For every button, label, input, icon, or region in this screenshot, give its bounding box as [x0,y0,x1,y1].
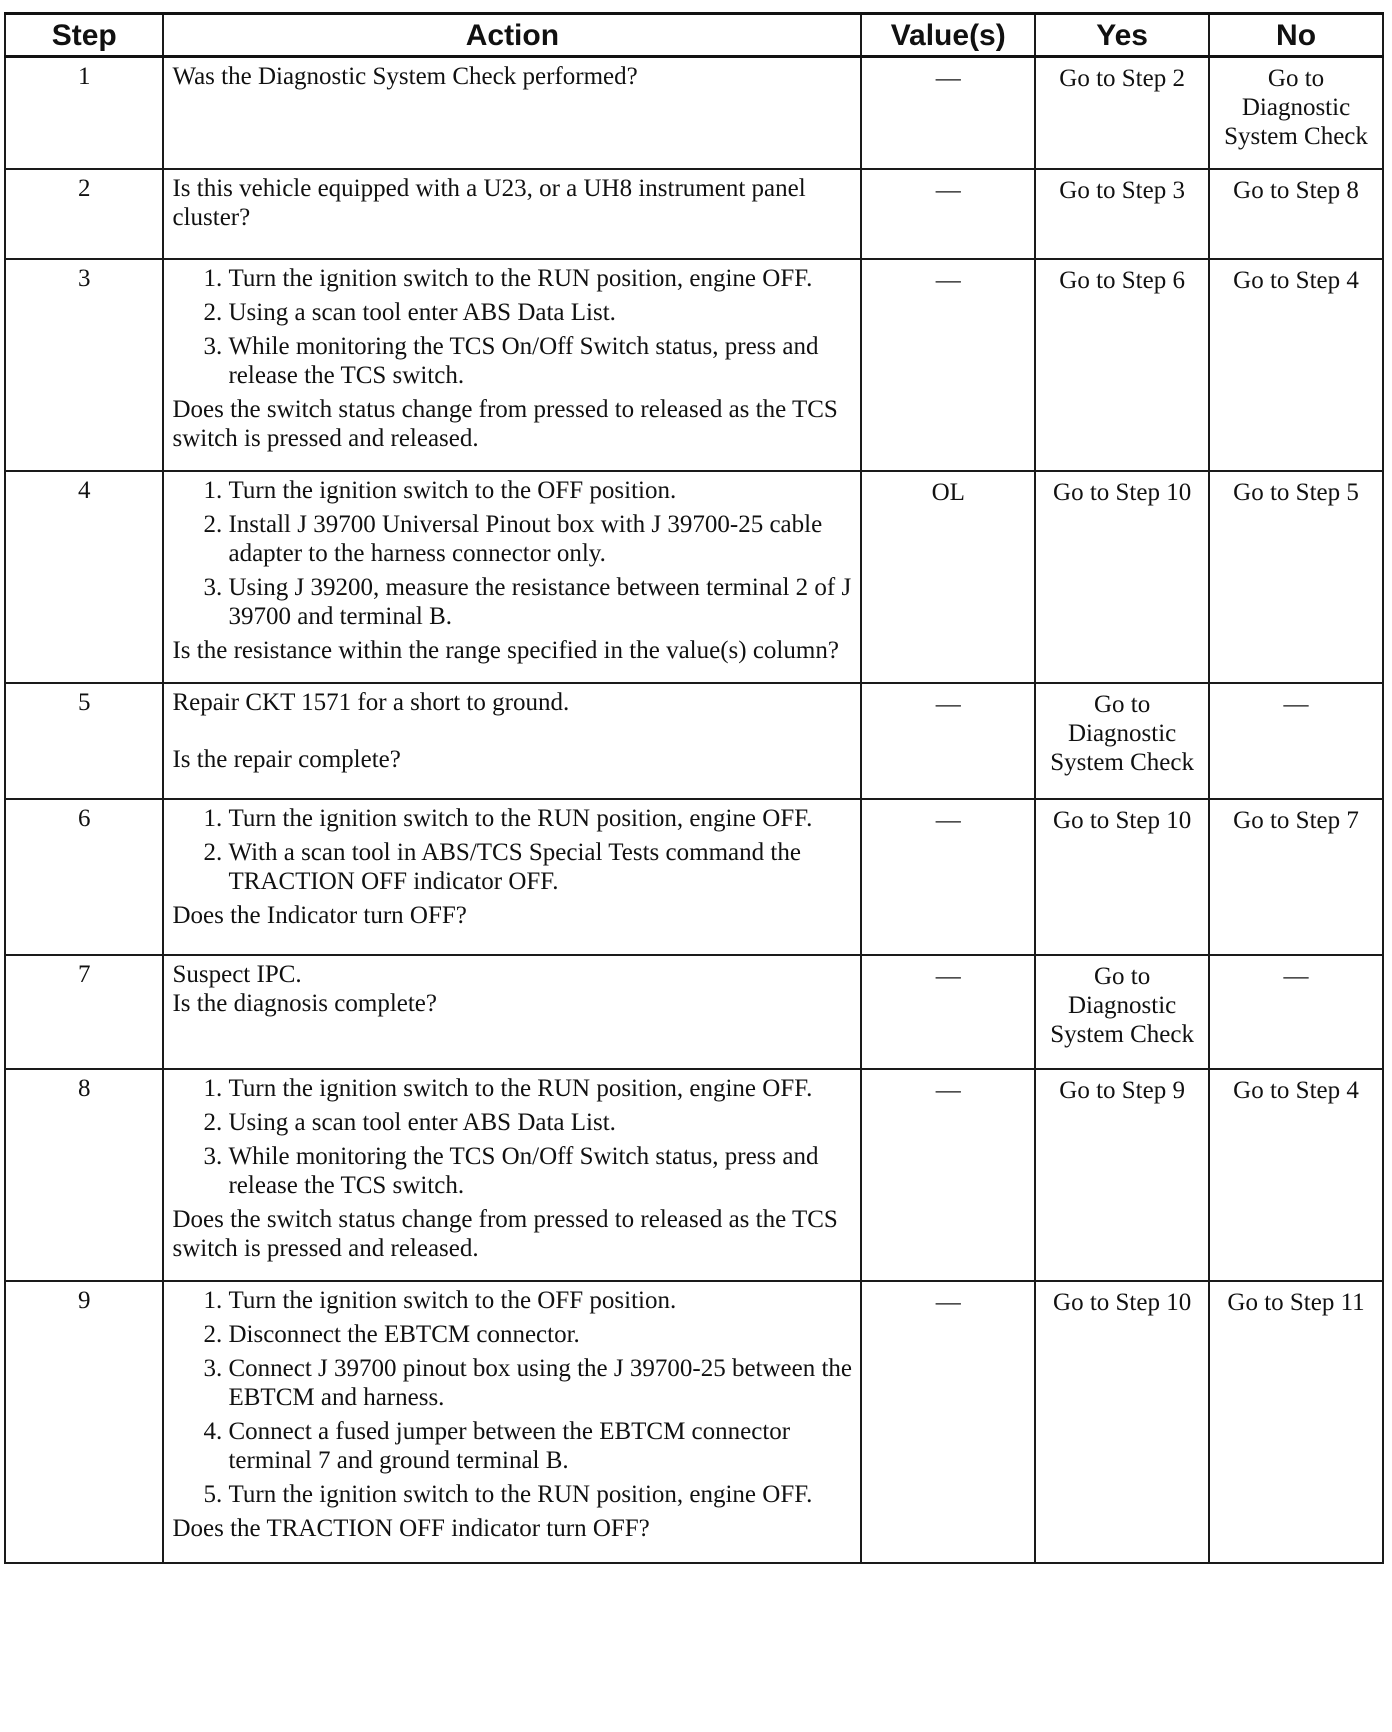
substep-item: 1. Turn the ignition switch to the RUN position, engine OFF. [228,264,854,293]
diagnostic-table [4,12,1384,1564]
value-cell: — [861,799,1035,955]
no-cell: — [1209,683,1383,799]
step-number: 4 [5,471,163,683]
yes-cell: Go to Step 6 [1035,259,1209,471]
yes-cell: Go to Step 3 [1035,169,1209,259]
yes-cell: Go to Step 10 [1035,799,1209,955]
value-cell: — [861,169,1035,259]
step-number: 1 [5,57,163,169]
action-question: Is the diagnosis complete? [172,989,437,1017]
step-number: 8 [5,1069,163,1281]
no-cell: Go to Diagnostic System Check [1209,57,1383,169]
substep-item: 3. While monitoring the TCS On/Off Switch status, press and release the TCS switch. [228,332,854,390]
table-row [5,1281,1383,1563]
substep-item: 2. Install J 39700 Universal Pinout box with J 39700-25 cable adapter to the harness connector only. [228,510,854,568]
header-action: Action [163,14,861,57]
substep-item: 4. Connect a fused jumper between the EBTCM connector terminal 7 and ground terminal B. [228,1417,854,1475]
value-cell: — [861,259,1035,471]
action-question: Does the TRACTION OFF indicator turn OFF? [172,1514,650,1542]
substep-list [172,476,854,631]
table-row [5,259,1383,471]
substep-item: 1. Turn the ignition switch to the OFF position. [228,476,854,505]
table-row [5,683,1383,799]
substep-list [172,1286,854,1509]
action-cell [163,57,861,169]
no-cell: Go to Step 8 [1209,169,1383,259]
action-question: Does the switch status change from pressed to released as the TCS switch is pressed and released. [172,1205,838,1262]
table-row [5,169,1383,259]
yes-cell: Go to Diagnostic System Check [1035,683,1209,799]
table-row [5,57,1383,169]
step-number: 7 [5,955,163,1069]
header-no: No [1209,14,1383,57]
step-number: 5 [5,683,163,799]
substep-item: 2. Using a scan tool enter ABS Data List. [228,298,854,327]
substep-item: 3. While monitoring the TCS On/Off Switch status, press and release the TCS switch. [228,1142,854,1200]
action-cell [163,471,861,683]
step-number: 2 [5,169,163,259]
table-row [5,955,1383,1069]
substep-item: 1. Turn the ignition switch to the RUN position, engine OFF. [228,1074,854,1103]
value-cell: — [861,955,1035,1069]
action-question: Is this vehicle equipped with a U23, or a UH8 instrument panel cluster? [172,174,806,231]
substep-list [172,1074,854,1200]
yes-cell: Go to Step 10 [1035,471,1209,683]
value-cell: — [861,1069,1035,1281]
action-cell [163,1069,861,1281]
action-intro: Repair CKT 1571 for a short to ground. [172,688,570,716]
substep-item: 3. Connect J 39700 pinout box using the J 39700-25 between the EBTCM and harness. [228,1354,854,1412]
header-yes: Yes [1035,14,1209,57]
substep-item: 2. With a scan tool in ABS/TCS Special Tests command the TRACTION OFF indicator OFF. [228,838,854,896]
value-cell: — [861,57,1035,169]
table-body [5,57,1383,1563]
value-cell: — [861,683,1035,799]
substep-item: 1. Turn the ignition switch to the RUN position, engine OFF. [228,804,854,833]
no-cell: Go to Step 4 [1209,259,1383,471]
action-question: Is the resistance within the range specified in the value(s) column? [172,636,839,664]
value-cell: OL [861,471,1035,683]
action-cell [163,683,861,799]
table-row [5,1069,1383,1281]
yes-cell: Go to Step 9 [1035,1069,1209,1281]
action-intro: Suspect IPC. [172,960,302,988]
no-cell: Go to Step 4 [1209,1069,1383,1281]
yes-cell: Go to Step 2 [1035,57,1209,169]
no-cell: Go to Step 11 [1209,1281,1383,1563]
header-values: Value(s) [861,14,1035,57]
substep-item: 1. Turn the ignition switch to the OFF position. [228,1286,854,1315]
action-cell [163,955,861,1069]
action-cell [163,799,861,955]
step-number: 6 [5,799,163,955]
no-cell: — [1209,955,1383,1069]
table-row [5,471,1383,683]
substep-list [172,804,854,896]
action-question: Does the switch status change from pressed to released as the TCS switch is pressed and released. [172,395,838,452]
action-question: Does the Indicator turn OFF? [172,901,467,929]
table-row [5,799,1383,955]
substep-list [172,264,854,390]
step-number: 9 [5,1281,163,1563]
substep-item: 2. Using a scan tool enter ABS Data List. [228,1108,854,1137]
yes-cell: Go to Step 10 [1035,1281,1209,1563]
action-cell [163,1281,861,1563]
no-cell: Go to Step 7 [1209,799,1383,955]
action-cell [163,169,861,259]
substep-item: 2. Disconnect the EBTCM connector. [228,1320,854,1349]
step-number: 3 [5,259,163,471]
header-step: Step [5,14,163,57]
value-cell: — [861,1281,1035,1563]
substep-item: 5. Turn the ignition switch to the RUN position, engine OFF. [228,1480,854,1509]
no-cell: Go to Step 5 [1209,471,1383,683]
header-row [5,14,1383,57]
action-cell [163,259,861,471]
action-question: Was the Diagnostic System Check performed? [172,63,638,90]
action-question: Is the repair complete? [172,745,401,773]
yes-cell: Go to Diagnostic System Check [1035,955,1209,1069]
substep-item: 3. Using J 39200, measure the resistance between terminal 2 of J 39700 and terminal B. [228,573,854,631]
